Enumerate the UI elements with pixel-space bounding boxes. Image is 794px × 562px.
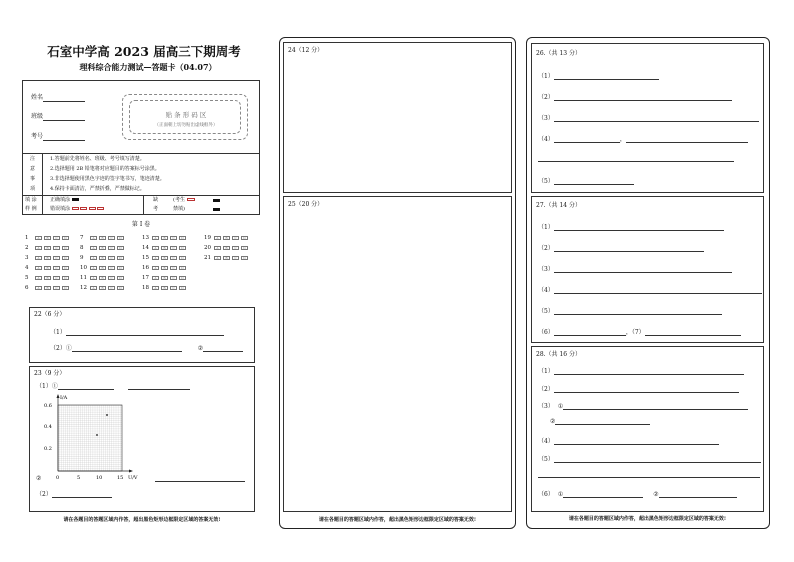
mc-option-bubble[interactable]: A [90,236,97,240]
x-tick: 5 [77,475,81,481]
mc-option-bubble[interactable]: B [44,236,51,240]
mc-question-number: 1 [25,235,29,241]
mc-option-bubble[interactable]: A [152,256,159,260]
mc-question-number: 12 [80,285,87,291]
mc-option-bubble[interactable]: D [179,256,186,260]
absent-checkbox[interactable] [187,198,195,202]
mc-option-bubble[interactable]: A [152,276,159,280]
notes-char-1: 注 [30,156,36,162]
mc-option-bubble[interactable]: C [170,256,177,260]
mc-option-bubble[interactable]: C [232,246,239,250]
q28-p3b-answer[interactable] [555,424,650,425]
q23-title: 23（9 分） [34,370,66,377]
q26-p1-label: （1） [538,73,554,80]
q27-p4-label: （4） [538,287,554,294]
data-point [106,414,108,416]
footer-warning: 请在各题目的答题区域内作答，超出黑色矩形边框限定区域的答案无效! [63,517,221,523]
q28-p5-label: （5） [538,456,554,463]
mc-option-bubble[interactable]: A [90,266,97,270]
mc-option-bubble[interactable]: A [35,286,42,290]
absent-mark [213,208,220,211]
mc-option-bubble[interactable]: D [117,266,124,270]
mc-row [25,234,71,241]
mc-row [80,254,126,261]
q26-p1-answer[interactable] [554,79,659,80]
mc-option-bubble[interactable]: B [161,256,168,260]
q27-p3-label: （3） [538,266,554,273]
x-tick: 10 [96,475,103,481]
mc-question-number: 18 [142,285,149,291]
fill-wrong-mark [97,207,104,210]
mc-option-bubble[interactable]: D [241,246,248,250]
info-box [22,80,260,153]
mc-option-bubble[interactable]: B [44,266,51,270]
mc-option-bubble[interactable]: B [99,236,106,240]
mc-option-bubble[interactable]: B [44,246,51,250]
mc-row [204,254,250,261]
q23-p1b-label: ② [36,475,42,482]
q22-p2b-label: ② [197,345,204,352]
q24-title: 24（12 分） [288,47,324,54]
q28-p6b-label: ② [653,491,659,498]
q22-p2b-answer[interactable] [203,351,243,352]
q28-title: 28.（共 16 分） [536,351,581,358]
mc-option-bubble[interactable]: D [117,276,124,280]
mc-option-bubble[interactable]: B [161,286,168,290]
q27-p2-label: （2） [538,245,554,252]
x-tick: 0 [56,475,60,481]
mc-question-number: 10 [80,265,87,271]
mc-option-bubble[interactable]: D [117,246,124,250]
mc-option-bubble[interactable]: D [117,286,124,290]
q26-box [531,43,764,193]
mc-option-bubble[interactable]: B [223,246,230,250]
q22-p1-label: （1） [50,329,66,336]
mc-option-bubble[interactable]: B [99,286,106,290]
mc-row [142,274,188,281]
q23-p1b-answer[interactable] [155,481,245,482]
notes-char-2: 意 [30,166,36,172]
absent-mark [213,199,220,202]
mc-option-bubble[interactable]: B [44,256,51,260]
footer-warning: 请在各题目的答题区域内作答，超出黑色矩形边框限定区域的答案无效! [318,517,477,523]
mc-question-number: 19 [204,235,211,241]
q28-p6a-answer[interactable] [563,497,643,498]
mc-row [25,244,71,251]
mc-row [25,264,71,271]
mc-question-number: 11 [80,275,87,281]
mc-option-bubble[interactable]: A [214,246,221,250]
mc-option-bubble[interactable]: A [152,286,159,290]
mc-option-bubble[interactable]: C [53,286,60,290]
q27-title: 27.（共 14 分） [536,202,581,209]
name-field[interactable] [43,101,85,102]
mc-option-bubble[interactable]: D [241,256,248,260]
q22-box [29,307,255,363]
q27-p2-answer[interactable] [554,251,704,252]
mc-option-bubble[interactable]: A [35,256,42,260]
q27-box [531,196,764,343]
q27-p1-label: （1） [538,224,554,231]
mc-option-bubble[interactable]: C [170,286,177,290]
q22-p1-answer[interactable] [66,335,224,336]
q22-p2-label: （2）① [50,345,72,352]
barcode-title: 贴 条 形 码 区 [165,111,207,119]
q23-p1-answer-b[interactable] [128,389,190,390]
fill-correct-label: 正确填涂 [50,197,71,203]
q28-p6a-label: ① [557,491,564,498]
mc-option-bubble[interactable]: B [223,256,230,260]
name-label: 姓名 [31,94,44,101]
note-1: 1.答题前先将姓名、班级、考号填写清楚。 [50,156,145,162]
mc-option-bubble[interactable]: B [99,266,106,270]
fill-label-1: 填 涂 [25,197,37,203]
mc-question-number: 15 [142,255,149,261]
mc-option-bubble[interactable]: D [62,236,69,240]
class-label: 班级 [31,113,44,120]
mc-question-number: 8 [80,245,84,251]
exam-no-label: 考号 [31,133,44,140]
mc-option-bubble[interactable]: A [214,236,221,240]
mc-option-bubble[interactable]: C [53,236,60,240]
footer-warning: 请在各题目的答题区域内作答，超出黑色矩形边框限定区域的答案无效! [568,516,727,522]
note-4: 4.保持卡面清洁，严禁折叠，严禁做标记。 [50,186,145,192]
mc-question-number: 2 [25,245,29,251]
mc-row [142,254,188,261]
q28-p1-answer[interactable] [554,374,744,375]
q26-p5-answer[interactable] [554,184,634,185]
mc-option-bubble[interactable]: B [161,276,168,280]
q28-p3a-answer[interactable] [563,409,748,410]
mc-row [80,234,126,241]
absent-student-label: (考生 [173,197,185,203]
q23-box [29,366,255,512]
mc-question-number: 14 [142,245,149,251]
mc-row [80,284,126,291]
mc-option-bubble[interactable]: D [117,256,124,260]
q26-p3-answer[interactable] [554,121,759,122]
mc-question-number: 20 [204,245,211,251]
q25-title: 25（20 分） [288,201,324,208]
mc-option-bubble[interactable]: C [170,266,177,270]
mc-question-number: 3 [25,255,29,261]
fill-sample-box [22,195,260,215]
q26-p3-label: （3） [538,115,554,122]
mc-option-bubble[interactable]: C [108,256,115,260]
mc-option-bubble[interactable]: D [62,266,69,270]
mc-row [25,284,71,291]
mc-question-number: 4 [25,265,29,271]
mc-row [204,244,250,251]
q27-p6-answer[interactable] [554,335,626,336]
q27-p7-answer[interactable] [645,335,741,336]
q26-p2-answer[interactable] [554,100,732,101]
mc-option-bubble[interactable]: D [241,236,248,240]
mc-row [25,274,71,281]
q25-box[interactable] [283,196,512,512]
mc-option-bubble[interactable]: A [90,286,97,290]
mc-option-bubble[interactable]: B [99,256,106,260]
y-tick: 0.2 [44,446,52,452]
q23-p1-answer-a[interactable] [58,389,114,390]
mc-option-bubble[interactable]: C [170,246,177,250]
mc-option-bubble[interactable]: C [53,276,60,280]
mc-option-bubble[interactable]: C [108,286,115,290]
q27-p7-label: ，（7） [625,329,645,336]
fill-wrong-label: 错误填涂 [50,206,71,212]
mc-option-bubble[interactable]: B [99,246,106,250]
q27-p5-answer[interactable] [554,314,722,315]
mc-option-bubble[interactable]: B [44,286,51,290]
q23-p2-label: （2） [36,491,52,498]
page-title: 石室中学高 2023 届高三下期周考 [47,44,241,59]
q24-box[interactable] [283,42,512,193]
mc-row [142,244,188,251]
mc-option-bubble[interactable]: A [214,256,221,260]
q28-box [531,346,764,512]
mc-row [25,254,71,261]
mc-option-bubble[interactable]: B [44,276,51,280]
mc-option-bubble[interactable]: C [108,266,115,270]
mc-option-bubble[interactable]: C [53,266,60,270]
q26-p4-answer-b[interactable] [626,142,748,143]
x-tick: 15 [117,475,124,481]
q26-p5-label: （5） [538,178,554,185]
mc-option-bubble[interactable]: A [152,236,159,240]
mc-option-bubble[interactable]: B [99,276,106,280]
fill-wrong-mark [72,207,79,210]
mc-option-bubble[interactable]: A [35,236,42,240]
mc-option-bubble[interactable]: C [170,276,177,280]
mc-option-bubble[interactable]: D [179,266,186,270]
q22-p2-answer[interactable] [72,351,182,352]
mc-question-number: 9 [80,255,84,261]
q28-p2-label: （2） [538,386,554,393]
mc-option-bubble[interactable]: A [90,256,97,260]
note-3: 3.非选择题使用黑色字迹的签字笔书写，笔迹清楚。 [50,176,165,182]
mc-option-bubble[interactable]: D [179,276,186,280]
mc-option-bubble[interactable]: B [161,266,168,270]
mc-option-bubble[interactable]: A [152,266,159,270]
q22-title: 22（6 分） [34,311,66,318]
q23-p2-answer[interactable] [52,497,112,498]
mc-option-bubble[interactable]: A [90,276,97,280]
page-subtitle: 理科综合能力测试—答题卡（04.07） [79,62,217,72]
fill-wrong-mark [80,207,87,210]
q28-p3a-label: ① [557,403,564,410]
fill-label-2: 样 例 [25,206,37,212]
mc-option-bubble[interactable]: A [90,246,97,250]
graph-ylabel: I/A [60,395,68,401]
graph-xlabel: U/V [128,475,138,481]
y-tick: 0.4 [44,424,52,430]
mc-option-bubble[interactable]: D [117,236,124,240]
mc-question-number: 7 [80,235,84,241]
q26-p4-label: （4） [538,136,554,143]
q27-p6-label: （6） [538,329,554,336]
mc-option-bubble[interactable]: D [62,256,69,260]
mc-option-bubble[interactable]: D [179,286,186,290]
note-2: 2.选择题用 2B 铅笔将对应题目的答案标号涂黑。 [50,166,160,172]
fill-correct-mark [72,198,79,201]
mc-option-bubble[interactable]: A [35,276,42,280]
absent-forbid-label: 禁填) [173,206,185,212]
mc-option-bubble[interactable]: B [223,236,230,240]
mc-option-bubble[interactable]: B [161,246,168,250]
q28-p2-answer[interactable] [554,392,739,393]
barcode-area [122,94,248,140]
mc-row [80,264,126,271]
q28-p5-answer-2[interactable] [538,477,760,478]
q27-p1-answer[interactable] [554,230,724,231]
mc-question-number: 21 [204,255,211,261]
q28-p1-label: （1） [538,368,554,375]
absent-label-2: 考 [153,206,159,212]
iv-graph[interactable] [36,393,146,487]
y-tick: 0.6 [44,403,52,409]
mc-row [80,244,126,251]
mc-option-bubble[interactable]: C [108,246,115,250]
mc-option-bubble[interactable]: C [232,236,239,240]
mc-option-bubble[interactable]: A [35,246,42,250]
exam-no-field[interactable] [43,140,85,141]
mc-option-bubble[interactable]: A [35,266,42,270]
q26-p4-answer-a[interactable] [554,142,620,143]
q26-p4-comma: ， [619,136,626,143]
mc-question-number: 13 [142,235,149,241]
notes-char-4: 项 [30,186,36,192]
q28-p5-answer[interactable] [554,462,761,463]
fill-wrong-mark [89,207,96,210]
class-field[interactable] [43,120,85,121]
q28-p6b-answer[interactable] [659,497,737,498]
barcode-note: （正面朝上切勿贴出虚线框外） [154,123,218,128]
q28-p3-label: （3） [538,403,554,410]
mc-option-bubble[interactable]: C [53,246,60,250]
mc-question-number: 17 [142,275,149,281]
mc-option-bubble[interactable]: A [152,246,159,250]
q27-p5-label: （5） [538,308,554,315]
notes-box [22,153,260,195]
mc-row [142,234,188,241]
q23-p1-label: （1）① [36,383,58,390]
q28-p6-label: （6） [538,491,554,498]
q27-p4-answer[interactable] [554,293,762,294]
mc-question-number: 5 [25,275,29,281]
mc-option-bubble[interactable]: B [161,236,168,240]
data-point [96,434,98,436]
mc-row [204,234,250,241]
mc-option-bubble[interactable]: D [62,286,69,290]
mc-option-bubble[interactable]: C [108,276,115,280]
mc-row [80,274,126,281]
q28-p3b-label: ② [550,418,556,425]
mc-question-number: 16 [142,265,149,271]
mc-option-bubble[interactable]: C [232,256,239,260]
mc-option-bubble[interactable]: D [179,236,186,240]
q26-p4-answer-c[interactable] [538,161,734,162]
q28-p4-answer[interactable] [554,444,719,445]
mc-option-bubble[interactable]: D [62,276,69,280]
section-title: 第 I 卷 [131,221,151,228]
mc-row [142,264,188,271]
mc-option-bubble[interactable]: C [108,236,115,240]
q26-p2-label: （2） [538,94,554,101]
absent-label-1: 缺 [153,197,159,203]
q26-title: 26.（共 13 分） [536,50,581,57]
q28-p4-label: （4） [538,438,554,445]
mc-grid [25,234,260,294]
notes-char-3: 事 [30,176,36,182]
mc-row [142,284,188,291]
mc-option-bubble[interactable]: C [53,256,60,260]
q27-p3-answer[interactable] [554,272,732,273]
mc-option-bubble[interactable]: C [170,236,177,240]
mc-question-number: 6 [25,285,29,291]
mc-option-bubble[interactable]: D [179,246,186,250]
mc-option-bubble[interactable]: D [62,246,69,250]
